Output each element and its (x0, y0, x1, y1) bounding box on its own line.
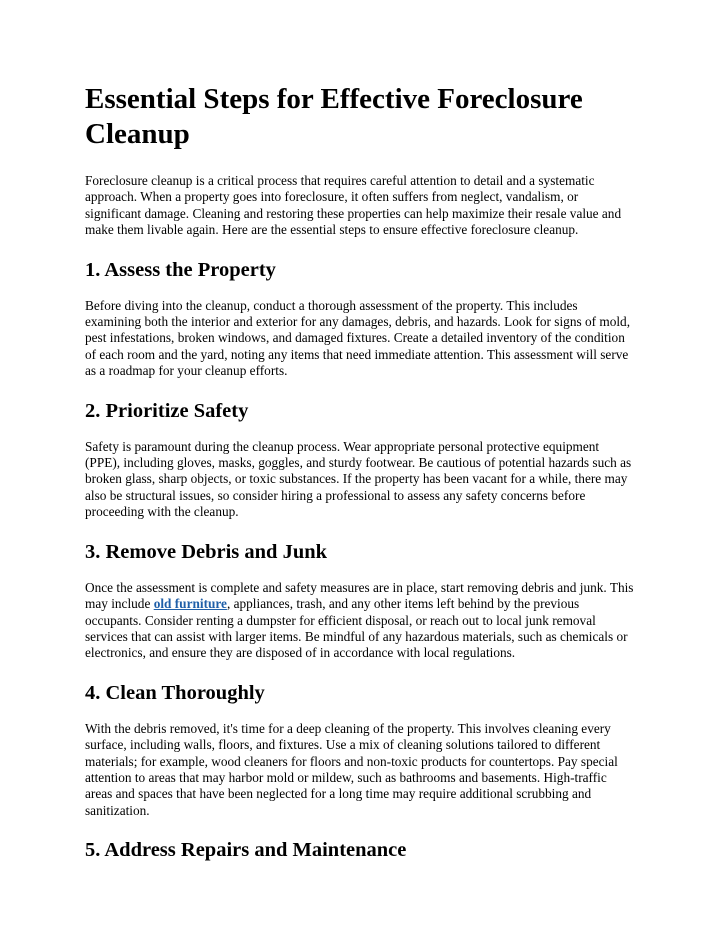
intro-paragraph: Foreclosure cleanup is a critical process that requires careful attention to detail and a systematic approach. When a property goes into foreclosure, it often suffers from neglect, vandalism, or significant damage. Cleaning and restoring these properties can help maximize their resale value and make them livable again. Here are the essential steps to ensure effective foreclosure cleanup. (85, 173, 622, 238)
section-heading-clean: 4. Clean Thoroughly (85, 681, 265, 704)
document-page (85, 82, 637, 878)
section-heading-debris: 3. Remove Debris and Junk (85, 540, 328, 563)
debris-text-after-link: , appliances, trash, and any other items left behind by the previous occupants. Consider renting a dumpster for efficient disposal, or reach out to local junk removal services that can assist with larger items. Be mindful of any hazardous materials, such as chemicals or electronics, and ensure they are disposed of in accordance with local regulations. (85, 596, 628, 661)
section-body-safety: Safety is paramount during the cleanup process. Wear appropriate personal protective equipment (PPE), including gloves, masks, goggles, and sturdy footwear. Be cautious of potential hazards such as broken glass, sharp objects, or toxic substances. If the property has been vacant for a while, there may also be structural issues, so consider hiring a professional to assess any safety concerns before proceeding with the cleanup. (85, 438, 632, 520)
page-title: Essential Steps for Effective Foreclosure Cleanup (85, 83, 583, 150)
section-heading-assess: 1. Assess the Property (85, 258, 276, 281)
section-heading-safety: 2. Prioritize Safety (85, 399, 249, 422)
section-body-assess: Before diving into the cleanup, conduct a thorough assessment of the property. This includes examining both the interior and exterior for any damages, debris, and hazards. Look for signs of mold, pest infestations, broken windows, and damaged fixtures. Create a detailed inventory of the condition of each room and the yard, noting any items that need immediate attention. This assessment will serve as a roadmap for your cleanup efforts. (85, 297, 631, 379)
section-body-clean: With the debris removed, it's time for a deep cleaning of the property. This involves cleaning every surface, including walls, floors, and fixtures. Use a mix of cleaning solutions tailored to different materials; for example, wood cleaners for floors and non-toxic products for countertops. Pay special attention to areas that may harbor mold or mildew, such as bathrooms and basements. High-traffic areas and spaces that have been neglected for a long time may require additional scrubbing and sanitization. (85, 720, 618, 818)
debris-text-before-link: Once the assessment is complete and safety measures are in place, start removing debris and junk. This may include (85, 579, 634, 612)
old-furniture-link[interactable]: old furniture (153, 596, 227, 612)
section-heading-repairs: 5. Address Repairs and Maintenance (85, 839, 407, 862)
section-body-debris (85, 580, 637, 662)
